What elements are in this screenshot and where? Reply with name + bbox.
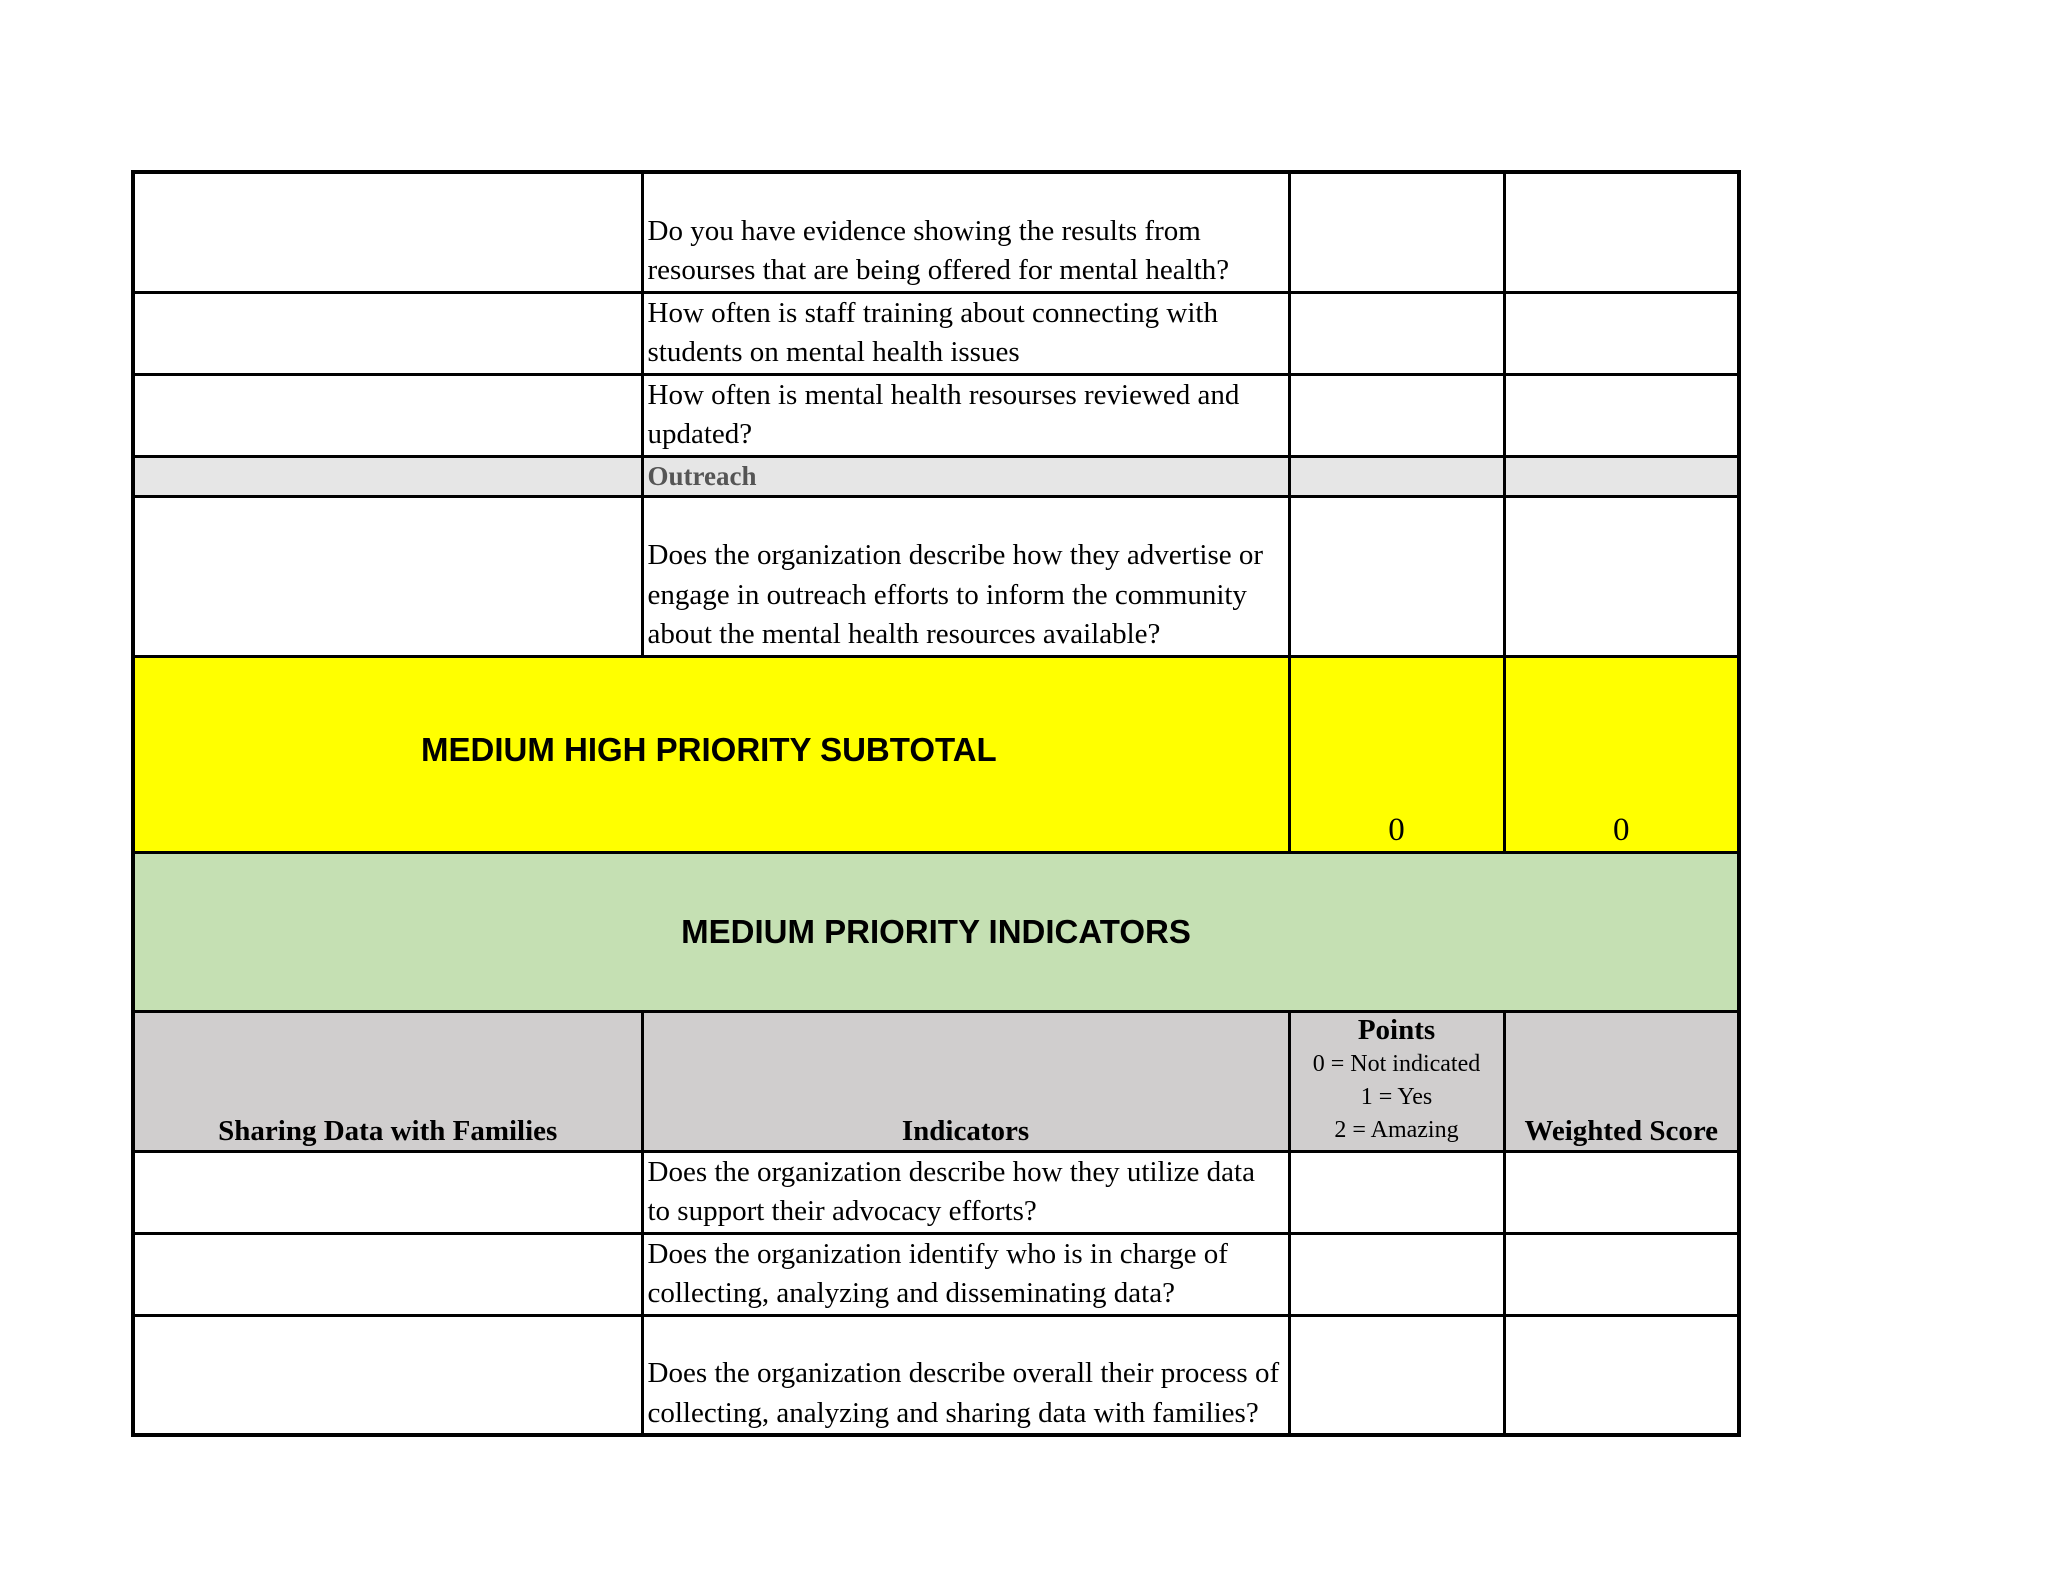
table-row (133, 374, 1739, 456)
category-cell[interactable] (133, 1315, 642, 1435)
category-cell[interactable] (133, 1151, 642, 1233)
weighted-score-cell[interactable] (1504, 374, 1739, 456)
category-cell (133, 456, 642, 496)
indicator-question: Do you have evidence showing the results from resourses that are being offered for mental health? (642, 172, 1289, 292)
indicator-question: Does the organization describe overall their process of collecting, analyzing and sharing data with families? (642, 1315, 1289, 1435)
weighted-score-cell[interactable] (1504, 292, 1739, 374)
weighted-score-header: Weighted Score (1504, 1011, 1739, 1151)
indicator-question: Does the organization describe how they utilize data to support their advocacy efforts? (642, 1151, 1289, 1233)
weighted-score-cell[interactable] (1504, 172, 1739, 292)
points-header (1289, 1011, 1504, 1151)
category-cell[interactable] (133, 374, 642, 456)
points-cell[interactable] (1289, 496, 1504, 656)
points-header-title: Points (1357, 1013, 1436, 1046)
points-cell[interactable] (1289, 292, 1504, 374)
indicator-table (131, 170, 1741, 1437)
indicator-question: Does the organization describe how they advertise or engage in outreach efforts to inform the community about the mental health resources available? (642, 496, 1289, 656)
table-row (133, 292, 1739, 374)
points-legend-line: 1 = Yes (1360, 1083, 1433, 1110)
points-cell[interactable] (1289, 172, 1504, 292)
category-cell[interactable] (133, 496, 642, 656)
points-cell (1289, 456, 1504, 496)
table-row (133, 1151, 1739, 1233)
points-cell[interactable] (1289, 1315, 1504, 1435)
column-header-row (133, 1011, 1739, 1151)
indicator-question: Does the organization identify who is in charge of collecting, analyzing and disseminating data? (642, 1233, 1289, 1315)
category-header: Sharing Data with Families (133, 1011, 642, 1151)
weighted-score-cell[interactable] (1504, 1151, 1739, 1233)
weighted-score-cell[interactable] (1504, 1315, 1739, 1435)
section-banner-title: MEDIUM PRIORITY INDICATORS (133, 852, 1739, 1011)
points-legend-line: 0 = Not indicated (1312, 1050, 1481, 1077)
weighted-score-cell[interactable] (1504, 496, 1739, 656)
category-cell[interactable] (133, 292, 642, 374)
table-row (133, 496, 1739, 656)
subtotal-label: MEDIUM HIGH PRIORITY SUBTOTAL (133, 656, 1289, 852)
points-cell[interactable] (1289, 374, 1504, 456)
subtotal-weighted-score: 0 (1504, 656, 1739, 852)
section-banner-row (133, 852, 1739, 1011)
points-legend-line: 2 = Amazing (1334, 1116, 1459, 1143)
table-row (133, 1233, 1739, 1315)
section-row-outreach (133, 456, 1739, 496)
subtotal-row (133, 656, 1739, 852)
table-row (133, 172, 1739, 292)
indicator-question: How often is staff training about connecting with students on mental health issues (642, 292, 1289, 374)
category-cell[interactable] (133, 1233, 642, 1315)
points-cell[interactable] (1289, 1233, 1504, 1315)
indicator-question: How often is mental health resourses reviewed and updated? (642, 374, 1289, 456)
section-label: Outreach (642, 456, 1289, 496)
points-cell[interactable] (1289, 1151, 1504, 1233)
indicators-header: Indicators (642, 1011, 1289, 1151)
category-cell[interactable] (133, 172, 642, 292)
subtotal-points: 0 (1289, 656, 1504, 852)
weighted-score-cell (1504, 456, 1739, 496)
table-row (133, 1315, 1739, 1435)
weighted-score-cell[interactable] (1504, 1233, 1739, 1315)
